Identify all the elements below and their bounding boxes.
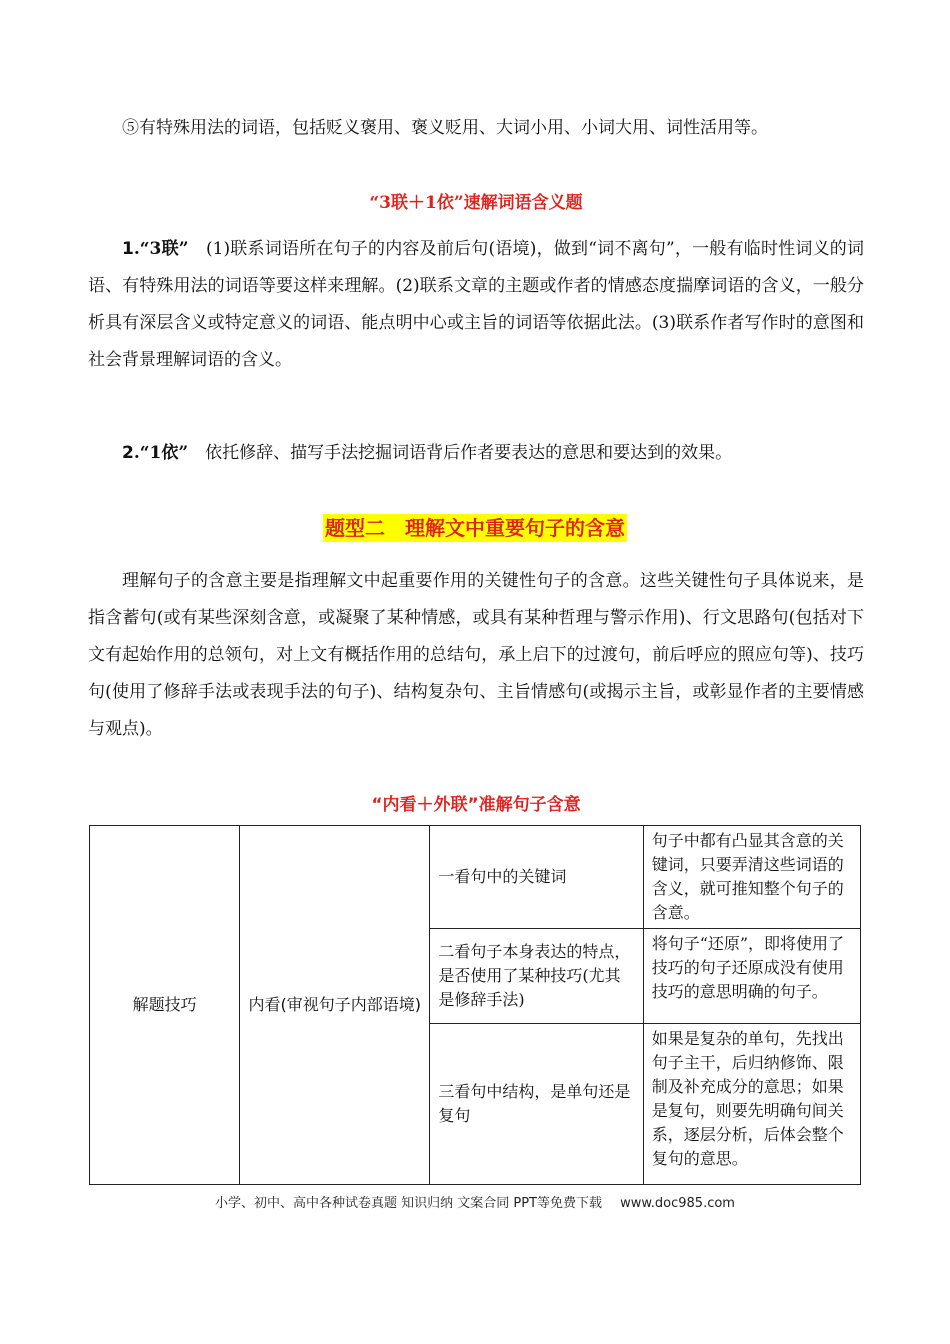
point-1-number: 1 — [122, 239, 134, 259]
table-cell-category: 解题技巧 — [90, 826, 240, 1185]
heading-sentence-meaning: “内看＋外联”准解句子含意 — [371, 795, 581, 815]
footer-text: 小学、初中、高中各种试卷真题 知识归纳 文案合同 PPT等免费下载 — [215, 1196, 603, 1211]
table-cell-explain: 如果是复杂的单句，先找出句子主干，后归纳修饰、限制及补充成分的意思；如果是复句，则要先明确句间关系，逐层分析，后体会整个复句的意思。 — [643, 1024, 860, 1185]
table-cell-explain: 句子中都有凸显其含意的关键词，只要弄清这些词语的含义，就可推知整个句子的含意。 — [643, 826, 860, 929]
section-title — [0, 512, 950, 541]
point-1 — [88, 231, 864, 379]
tips-table — [89, 825, 861, 1185]
point-2-label: .“1依” — [133, 443, 189, 463]
table-cell-method: 三看句中结构，是单句还是复句 — [430, 1024, 643, 1185]
section-paragraph: 理解句子的含意主要是指理解文中起重要作用的关键性句子的含意。这些关键性句子具体说来，是指含蓄句(或有某些深刻含意，或凝聚了某种情感，或具有某种哲理与警示作用)、行文思路句(包括对下文有起始作用的总领句，对上文有概括作用的总结句，承上启下的过渡句，前后呼应的照应句等)、技巧句(使用了修辞手法或表现手法的句子)、结构复杂句、主旨情感句(或揭示主旨，或彰显作者的主要情感与观点)。 — [88, 571, 864, 739]
heading-word-meaning: “3联＋1依”速解词语含义题 — [369, 193, 583, 213]
point-2 — [88, 435, 864, 472]
footer-site-link[interactable]: www.doc985.com — [620, 1196, 735, 1211]
table-cell-inner-look: 内看(审视句子内部语境) — [240, 826, 430, 1185]
point-2-number: 2 — [122, 443, 134, 463]
point-1-text: (1)联系词语所在句子的内容及前后句(语境)，做到“词不离句”，一般有临时性词义的词语、有特殊用法的词语等要这样来理解。(2)联系文章的主题或作者的情感态度揣摩词语的含义，一般分析具有深层含义或特定意义的词语、能点明中心或主旨的词语等依据此法。(3)联系作者写作时的意图和社会背景理解词语的含义。 — [88, 239, 865, 370]
section-title-text: 题型二 理解文中重要句子的含意 — [325, 516, 625, 540]
point-1-label: .“3联” — [133, 239, 189, 259]
table-cell-method: 一看句中的关键词 — [430, 826, 643, 929]
intro-item: ⑤有特殊用法的词语，包括贬义褒用、褒义贬用、大词小用、小词大用、词性活用等。 — [122, 118, 768, 138]
table-cell-method: 二看句子本身表达的特点，是否使用了某种技巧(尤其是修辞手法) — [430, 929, 643, 1024]
table-row — [90, 826, 861, 929]
page-footer — [0, 1192, 950, 1211]
point-2-text: 依托修辞、描写手法挖掘词语背后作者要表达的意思和要达到的效果。 — [205, 443, 733, 463]
table-cell-explain: 将句子“还原”，即将使用了技巧的句子还原成没有使用技巧的意思明确的句子。 — [643, 929, 860, 1024]
